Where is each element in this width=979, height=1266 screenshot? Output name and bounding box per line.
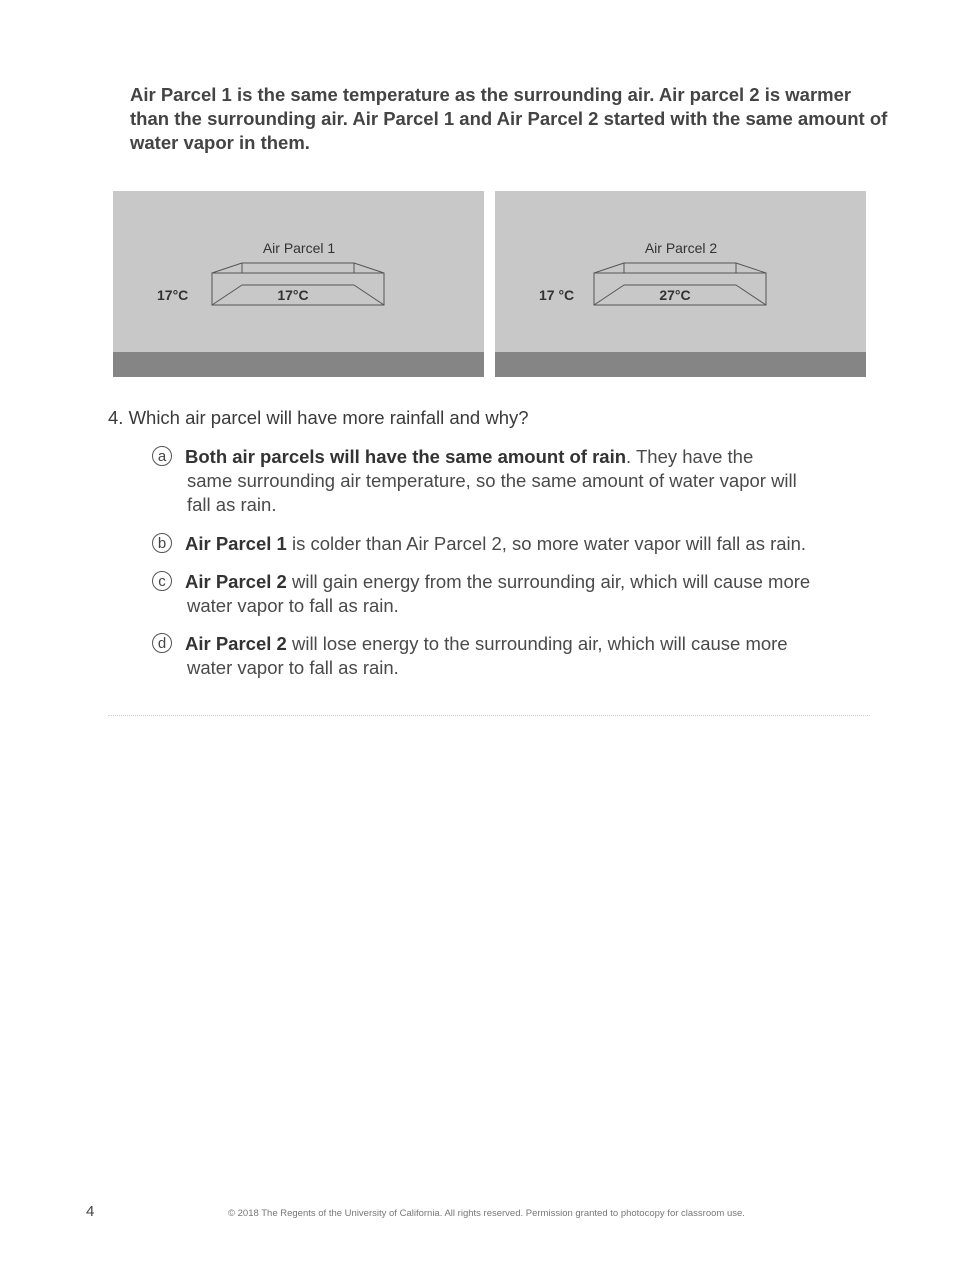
option-b-line1: is colder than Air Parcel 2, so more water vapor will fall as rain.: [286, 533, 807, 554]
option-d-bold: Air Parcel 2: [185, 633, 287, 654]
question-4: 4. Which air parcel will have more rainfall and why?: [108, 407, 529, 428]
option-letter-c[interactable]: c: [152, 571, 172, 591]
answer-option-b[interactable]: [152, 532, 872, 556]
ground-strip: [495, 352, 866, 377]
answer-option-c[interactable]: [152, 570, 872, 618]
option-letter-d[interactable]: d: [152, 633, 172, 653]
option-c-line1: will gain energy from the surrounding air, which will cause more: [286, 571, 811, 592]
section-divider: [108, 715, 870, 716]
option-b-bold: Air Parcel 1: [185, 533, 287, 554]
option-d-line1: will lose energy to the surrounding air, which will cause more: [286, 633, 788, 654]
option-a-line1: . They have the: [626, 446, 754, 467]
page-number: 4: [86, 1203, 95, 1220]
air-parcel-1-diagram: [113, 191, 484, 377]
surrounding-temperature: 17°C: [157, 287, 189, 303]
option-c-rest: water vapor to fall as rain.: [187, 595, 399, 616]
option-letter-b[interactable]: b: [152, 533, 172, 553]
parcel-box-illustration: [495, 191, 866, 377]
surrounding-temperature: 17 °C: [539, 287, 575, 303]
copyright-notice: © 2018 The Regents of the University of California. All rights reserved. Permission granted to photocopy for classroom use.: [228, 1208, 745, 1219]
parcel-title: Air Parcel 1: [262, 240, 336, 256]
option-d-rest: water vapor to fall as rain.: [187, 657, 399, 678]
option-letter-a[interactable]: a: [152, 446, 172, 466]
parcel-box-illustration: [113, 191, 484, 377]
ground-strip: [113, 352, 484, 377]
air-parcel-2-diagram: [495, 191, 866, 377]
intro-paragraph: Air Parcel 1 is the same temperature as the surrounding air. Air parcel 2 is warmer than the surrounding air. Air Parcel 1 and Air Parcel 2 started with the same amount of water vapor in them.: [130, 84, 888, 153]
parcel-temperature: 17°C: [277, 287, 309, 303]
option-a-bold: Both air parcels will have the same amount of rain: [185, 446, 627, 467]
option-a-rest: same surrounding air temperature, so the same amount of water vapor will fall as rain.: [187, 470, 797, 515]
answer-option-d[interactable]: [152, 632, 872, 680]
option-c-bold: Air Parcel 2: [185, 571, 287, 592]
parcel-title: Air Parcel 2: [644, 240, 718, 256]
answer-option-a[interactable]: [152, 445, 872, 517]
parcel-temperature: 27°C: [659, 287, 691, 303]
